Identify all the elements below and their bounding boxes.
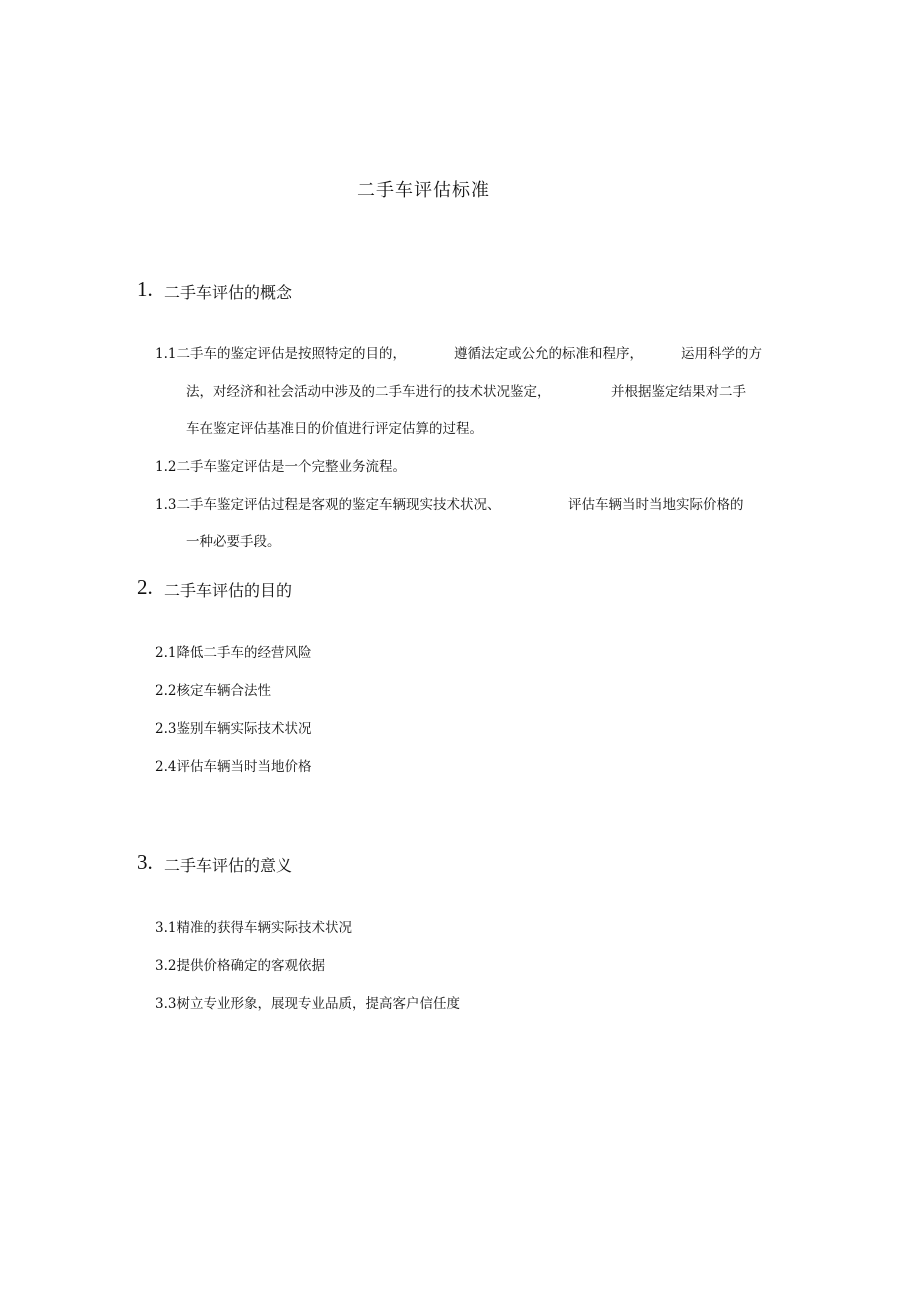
list-item: 2.2核定车辆合法性 <box>155 683 271 699</box>
paragraph-segment: 运用科学的方 <box>681 346 762 362</box>
section-number: 3. <box>137 850 153 874</box>
section-heading: 二手车评估的概念 <box>164 283 293 302</box>
paragraph-segment: 并根据鉴定结果对二手 <box>611 384 746 400</box>
list-item: 2.3鉴别车辆实际技术状况 <box>155 721 312 737</box>
paragraph-segment: 1.1二手车的鉴定评估是按照特定的目的， <box>155 346 406 362</box>
paragraph-segment: 车在鉴定评估基准日的价值进行评定估算的过程。 <box>186 421 483 437</box>
page-title: 二手车评估标准 <box>357 180 490 201</box>
paragraph-segment: 法，对经济和社会活动中涉及的二手车进行的技术状况鉴定， <box>186 384 551 400</box>
paragraph-segment: 评估车辆当时当地实际价格的 <box>568 497 744 513</box>
section-number: 2. <box>137 575 153 599</box>
list-item: 3.3树立专业形象，展现专业品质，提高客户信任度 <box>155 996 460 1012</box>
paragraph-segment: 1.2二手车鉴定评估是一个完整业务流程。 <box>155 459 406 475</box>
section-heading: 二手车评估的意义 <box>164 856 293 875</box>
list-item: 3.2提供价格确定的客观依据 <box>155 958 325 974</box>
section-number: 1. <box>137 277 153 301</box>
paragraph-segment: 遵循法定或公允的标准和程序， <box>454 346 643 362</box>
list-item: 2.4评估车辆当时当地价格 <box>155 759 312 775</box>
list-item: 3.1精准的获得车辆实际技术状况 <box>155 920 352 936</box>
paragraph-segment: 1.3二手车鉴定评估过程是客观的鉴定车辆现实技术状况、 <box>155 497 501 513</box>
list-item: 2.1降低二手车的经营风险 <box>155 645 312 661</box>
section-heading: 二手车评估的目的 <box>164 581 293 600</box>
paragraph-segment: 一种必要手段。 <box>186 534 281 550</box>
